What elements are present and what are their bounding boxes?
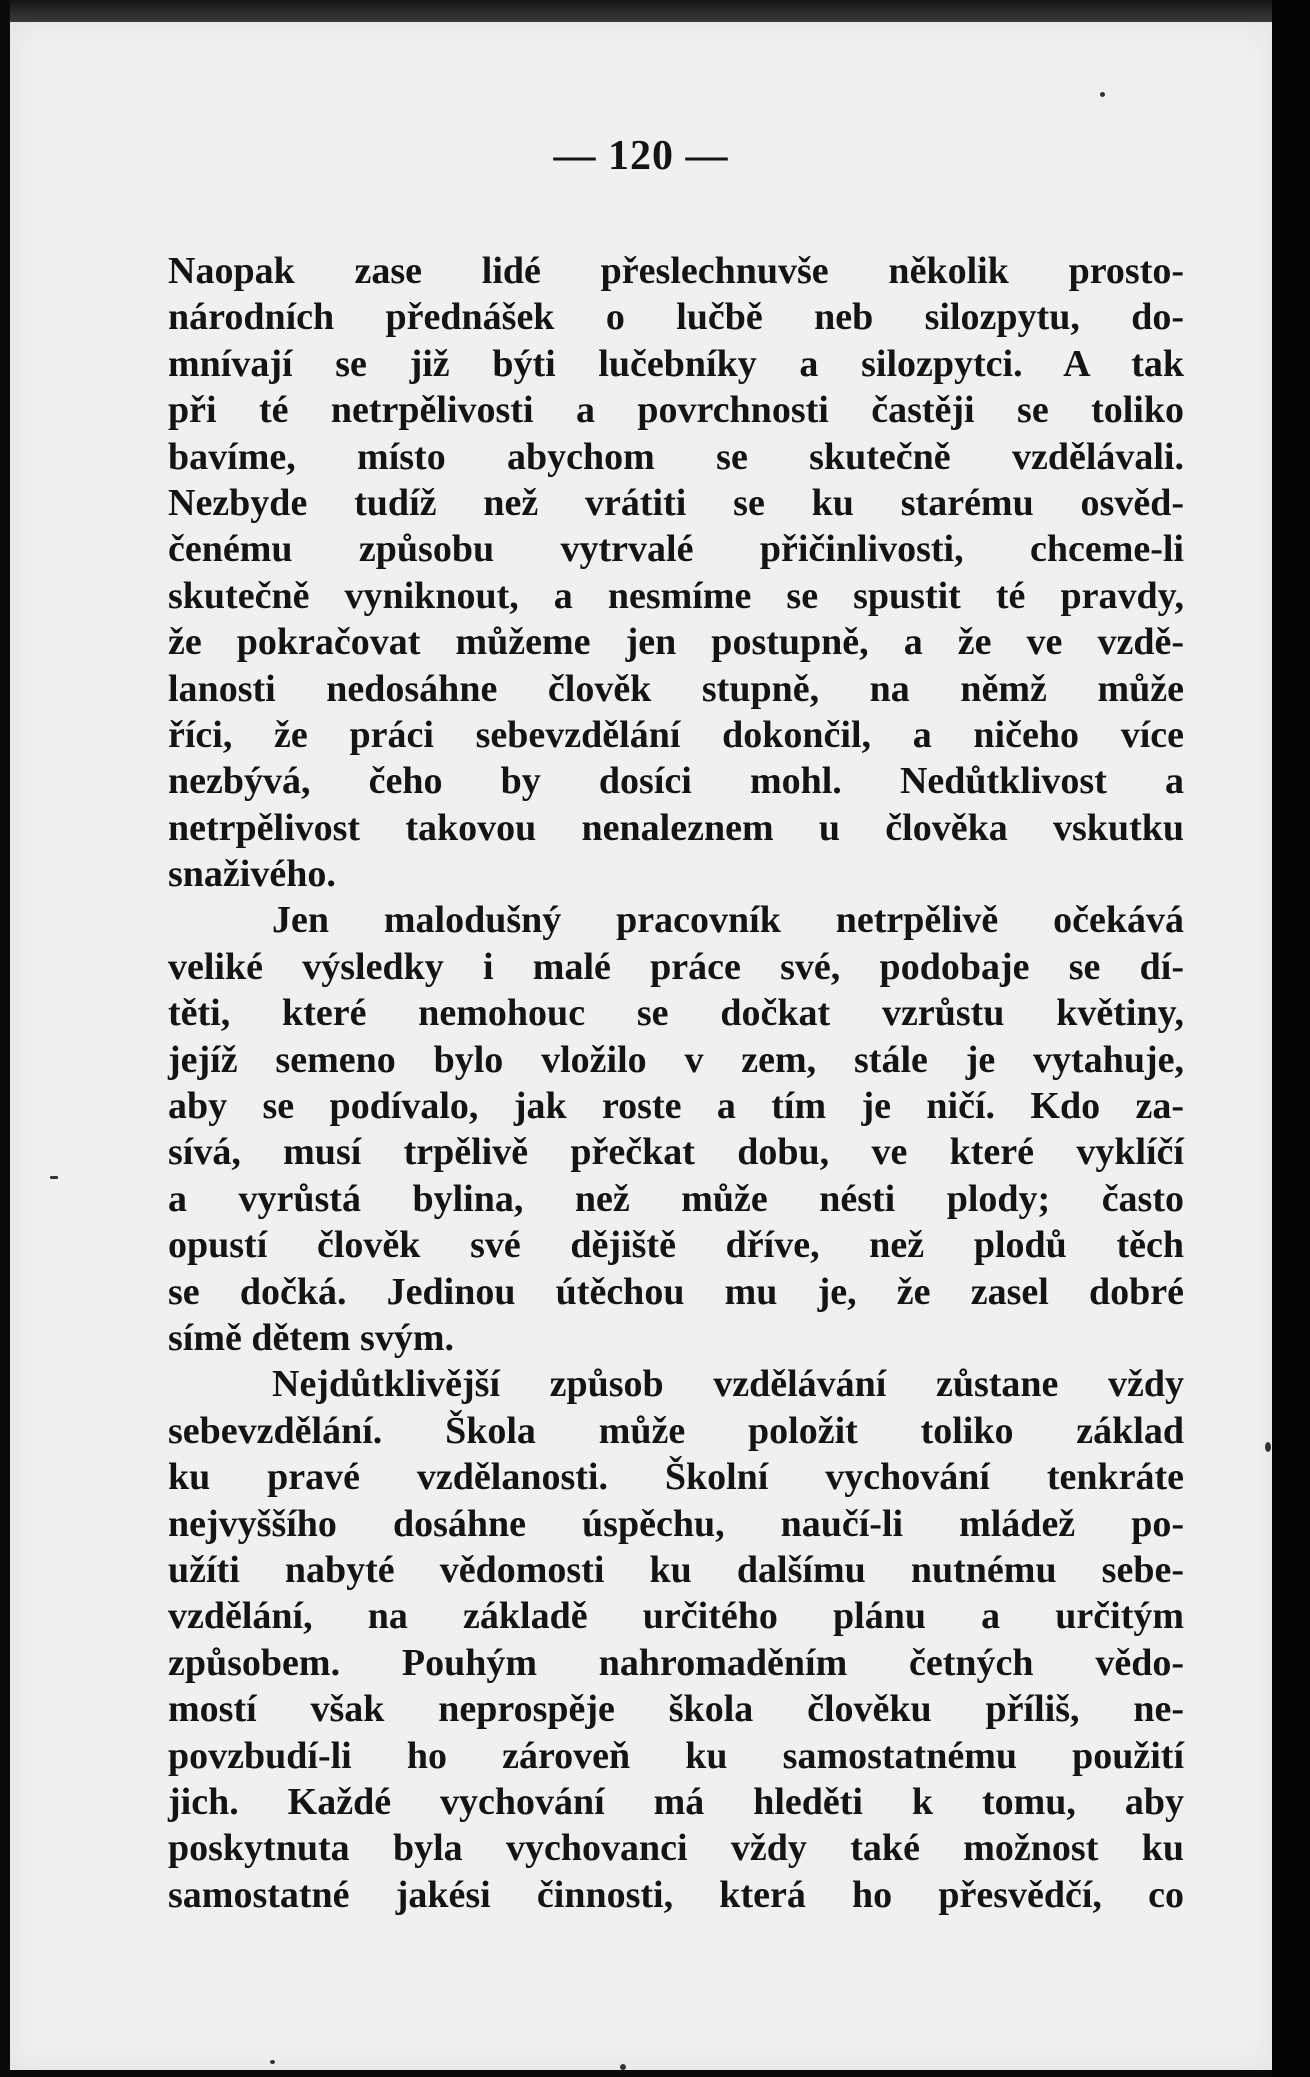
text-line: Jen malodušný pracovník netrpělivě očekává [272, 899, 1184, 942]
text-line: ku pravé vzdělanosti. Školní vychování tenkráte [168, 1456, 1184, 1499]
text-line: jich. Každé vychování má hleděti k tomu, aby [168, 1780, 1184, 1823]
text-line: opustí člověk své dějiště dříve, než plodů těch [168, 1224, 1184, 1267]
text-line: poskytnuta byla vychovanci vždy také možnost ku [168, 1827, 1184, 1870]
text-line: bavíme, místo abychom se skutečně vzdělávali. [168, 435, 1184, 478]
text-line: skutečně vyniknout, a nesmíme se spustit té pravdy, [168, 574, 1184, 617]
scan-speck [270, 2060, 275, 2064]
scan-speck [50, 1176, 58, 1179]
text-line: užíti nabyté vědomosti ku dalšímu nutnému sebe- [168, 1548, 1184, 1591]
paragraph-2 [168, 897, 1184, 1361]
text-line: čenému způsobu vytrvalé přičinlivosti, chceme-li [168, 528, 1184, 571]
text-line: sívá, musí trpělivě přečkat dobu, ve které vyklíčí [168, 1131, 1184, 1174]
text-line: se dočká. Jedinou útěchou mu je, že zasel dobré [168, 1270, 1184, 1313]
text-line: Nezbyde tudíž než vrátiti se ku starému osvěd- [168, 481, 1184, 524]
text-line: říci, že práci sebevzdělání dokončil, a ničeho více [168, 713, 1184, 756]
text-line: samostatné jakési činnosti, která ho přesvědčí, co [168, 1873, 1184, 1916]
text-line: že pokračovat můžeme jen postupně, a že ve vzdě- [168, 621, 1184, 664]
scan-speck [620, 2064, 626, 2070]
text-line: nejvyššího dosáhne úspěchu, naučí-li mládež po- [168, 1502, 1184, 1545]
text-line: národních přednášek o lučbě neb silozpytu, do- [168, 296, 1184, 339]
text-line: snaživého. [168, 853, 336, 896]
text-line: sebevzdělání. Škola může položit toliko základ [168, 1409, 1184, 1452]
text-line: jejíž semeno bylo vložilo v zem, stále je vytahuje, [168, 1038, 1184, 1081]
text-line: při té netrpělivosti a povrchnosti častěji se toliko [168, 389, 1184, 432]
text-line: povzbudí-li ho zároveň ku samostatnému použití [168, 1734, 1184, 1777]
scan-speck [1100, 92, 1105, 97]
text-line: Nejdůtklivější způsob vzdělávání zůstane vždy [272, 1363, 1184, 1406]
page-top-edge [10, 0, 1272, 22]
text-line: netrpělivost takovou nenaleznem u člověka vskutku [168, 806, 1184, 849]
scan-speck [1265, 1442, 1271, 1452]
text-line: vzdělání, na základě určitého plánu a určitým [168, 1595, 1184, 1638]
book-page [10, 22, 1272, 2070]
page-number: — 120 — [553, 133, 729, 179]
text-line: těti, které nemohouc se dočkat vzrůstu květiny, [168, 992, 1184, 1035]
text-line: způsobem. Pouhým nahromaděním četných vědo- [168, 1641, 1184, 1684]
text-line: a vyrůstá bylina, než může nésti plody; často [168, 1177, 1184, 1220]
book-spine-shadow [1272, 0, 1310, 2077]
body-text [168, 248, 1184, 1918]
text-line: lanosti nedosáhne člověk stupně, na němž může [168, 667, 1184, 710]
paragraph-1 [168, 248, 1184, 897]
text-line: veliké výsledky i malé práce své, podobaje se dí- [168, 945, 1184, 988]
text-line: nezbývá, čeho by dosíci mohl. Nedůtklivost a [168, 760, 1184, 803]
text-line: Naopak zase lidé přeslechnuvše několik prosto- [168, 250, 1184, 292]
text-line: mostí však neprospěje škola člověku příliš, ne- [168, 1688, 1184, 1731]
text-line: símě dětem svým. [168, 1316, 454, 1359]
paragraph-3 [168, 1361, 1184, 1918]
text-line: aby se podívalo, jak roste a tím je ničí. Kdo za- [168, 1085, 1184, 1128]
text-line: mnívají se již býti lučebníky a silozpytci. A tak [168, 342, 1184, 385]
